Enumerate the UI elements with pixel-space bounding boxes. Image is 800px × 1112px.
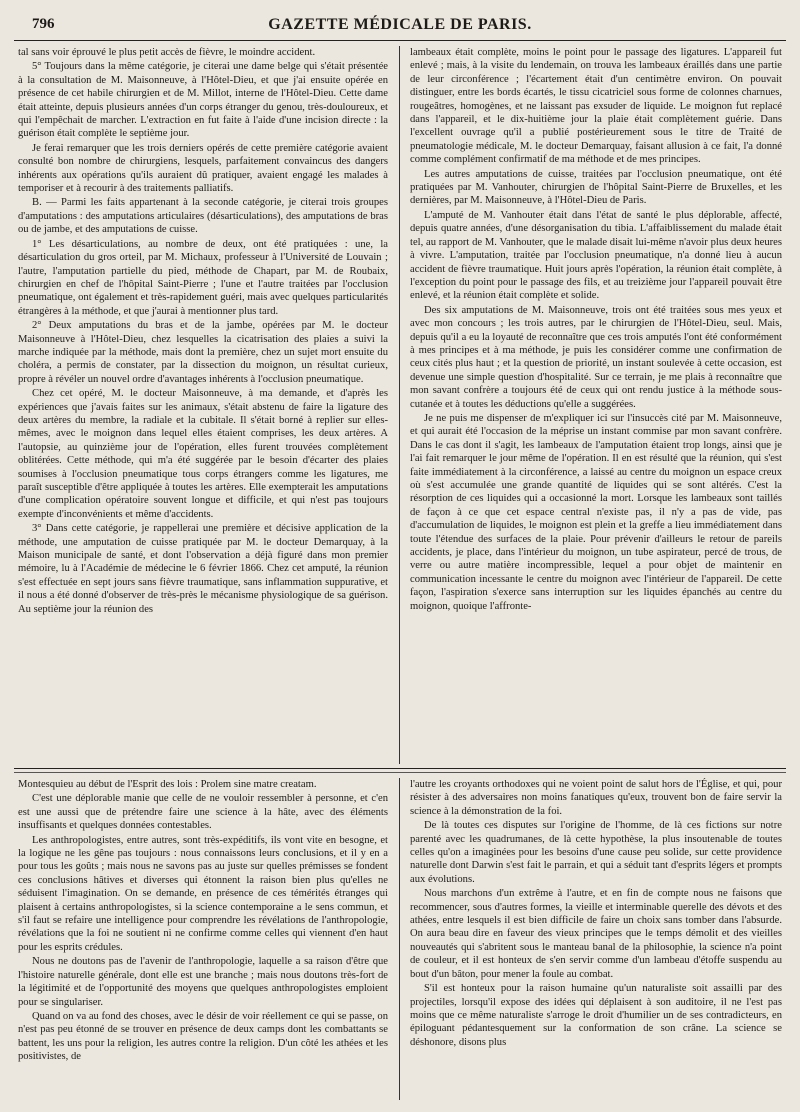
paragraph: Chez cet opéré, M. le docteur Maisonneuve, à ma demande, et d'après les expériences que j'avais faites sur les animaux, s'était abstenu de faire la ligature des deux artères du membre, la radiale et la cubitale. Il s'était borné à replier sur elles-mêmes, avec le moignon dans lequel elles étaient comprises, les deux artères. A l'autopsie, au quinzième jour de l'opération, elles furent trouvées complètement oblitérées. Cette méthode, qui m'a été suggérée par le besoin d'écarter des plaies soumises à l'occlusion pneumatique tous corps étrangers comme les ligatures, me paraît susceptible d'être appliquée à toutes les artères. Elle exempterait les amputations d'une complication opératoire souvent longue et difficile, et qui n'est pas toujours exempte d'inconvénients et même d'accidents. xyxy=(18,388,388,520)
paragraph: 2° Deux amputations du bras et de la jambe, opérées par M. le docteur Maisonneuve à l'Hôtel-Dieu, chez lesquelles la cicatrisation des plaies a suivi la marche indiquée par la méthode, mais dont la première, chez un sujet mort ensuite du choléra, a permis de constater, par la dissection du moignon, un résultat curieux, propre à révéler un nouvel ordre d'avantages inhérents à l'occlusion pneumatique. xyxy=(18,320,388,385)
upper-left-column xyxy=(18,46,388,764)
paragraph: Je ferai remarquer que les trois derniers opérés de cette première catégorie avaient consulté bon nombre de chirurgiens, lesquels, parfaitement convaincus des dangers inhérents aux opérations qu'ils auraient dû pratiquer, avaient engagé les malades à temporiser et à recourir à des traitements palliatifs. xyxy=(18,142,388,195)
paragraph: l'autre les croyants orthodoxes qui ne voient point de salut hors de l'Église, et qui, pour résister à des adversaires non moins fanatiques qu'eux, trouvent bon de faire servir la science à la démonstration de la foi. xyxy=(410,779,782,817)
paragraph: Les anthropologistes, entre autres, sont très-expéditifs, ils vont vite en besogne, et la logique ne les gêne pas toujours : nous connaissons leurs conclusions, et il y en a pour tous les goûts ; mais nous ne savons pas au juste sur quelles prémisses se fondent ces conclusions hâtives et diverses qui étonnent la raison bien plus qu'elles ne séduisent l'imagination. On se demande, en présence de ces témérités étranges qui plaisent à certains anthropologistes, si la science contemporaine a le sens commun, et s'il faut se refaire une intelligence pour comprendre les révélations de l'anthropologie, révélations que la foi ne soutient ni ne confirme comme celles qui viennent d'en haut pour les esprits crédules. xyxy=(18,834,388,953)
lower-right-column xyxy=(410,778,782,1100)
column-divider xyxy=(399,46,400,764)
paragraph: Je ne puis me dispenser de m'expliquer ici sur l'insuccès cité par M. Maisonneuve, et qui aurait été l'occasion de la méprise un instant commise par mon savant confrère. Dans le cas dont il s'agit, les lambeaux de l'amputation étaient trop longs, ainsi que je l'ai fait remarquer le jour même de l'opération. Il en est résulté que la réunion, qui s'est faite immédiatement à la circonférence, a laissé au centre du moignon un espace creux où s'est accumulée une grande quantité de liquides qui se sont altérés. C'est la résorption de ces liquides qui a occasionné la mort. Lorsque les lambeaux sont taillés de façon à ce que cet espace central n'existe pas, il n'y a pas de vide, pas d'accumulation de liquides, le moignon est plein et la greffe a lieu immédiatement dans toute l'étendue des surfaces de la plaie. Pour prévenir d'ailleurs le retour de pareils accidents, je place, dans l'intérieur du moignon, un tube aspirateur, percé de trous, de verre ou autre matière incompressible, lequel a pour objet de maintenir en communication incessante le centre du moignon avec l'intérieur de l'appareil. De cette façon, l'aspiration s'exerce sans interruption sur les liquides épanchés au centre du moignon, quoique l'affronte- xyxy=(410,412,782,612)
paragraph: 5° Toujours dans la même catégorie, je citerai une dame belge qui s'était présentée à la consultation de M. Maisonneuve, à l'Hôtel-Dieu, et que j'ai ensuite opérée en présence de cet habile chirurgien et de M. Millot, interne de l'Hôtel-Dieu. Cette dame était atteinte, depuis plusieurs années d'un corps étranger du genou, très-douloureux, et qui l'empêchait de marcher. L'extraction en fut faite à l'aide d'une incision directe : la guérison était complète le septième jour. xyxy=(18,61,388,140)
section-rule xyxy=(14,768,786,769)
paragraph: L'amputé de M. Vanhouter était dans l'état de santé le plus déplorable, affecté, depuis quatre années, d'une désorganisation du tibia. L'affaiblissement du malade était tel, au rapport de M. Vanhouter, que le malade disait lui-même n'avoir plus deux heures à vivre. L'amputation, traitée par l'occlusion pneumatique, n'a donné lieu à aucun accident de fièvre traumatique. Huit jours après l'opération, la réunion était complète, à l'exception du point pour le passage des fils, et au treizième jour l'appareil pouvait être enlevé, et la réunion était complète et solide. xyxy=(410,209,782,302)
journal-title: GAZETTE MÉDICALE DE PARIS. xyxy=(268,16,532,33)
paragraph: 1° Les désarticulations, au nombre de deux, ont été pratiquées : une, la désarticulation du gros orteil, par M. Michaux, professeur à l'Université de Louvain ; l'autre, l'amputation partielle du pied, méthode de Chapart, par M. de Roubaix, chirurgien en chef de l'hôpital Saint-Pierre ; l'une et l'autre traitées par l'occlusion pneumatique, ont également et très-rapidement guéri, mais avec quelques particularités étrangères à la méthode, et que j'aurai à mentionner plus tard. xyxy=(18,238,388,317)
section-rule-thin xyxy=(14,772,786,773)
paragraph: Nous ne doutons pas de l'avenir de l'anthropologie, laquelle a sa raison d'être que l'histoire naturelle générale, dont elle est une branche ; mais nous doutons très-fort de la légitimité et de l'opportunité des moyens que quelques anthropologistes emploient pour se singulariser. xyxy=(18,956,388,1008)
paragraph: Nous marchons d'un extrême à l'autre, et en fin de compte nous ne faisons que recommencer, sous d'autres formes, la vieille et interminable querelle des dévots et des athées, entre lesquels il est bien difficile de faire un choix sans tomber dans l'absurde. On aura beau dire en faveur des vieux principes que le temps démolit et des vieilles nouveautés qui s'abritent sous le manteau banal de la philosophie, la science n'a point de couleur, et il est honteux de s'en servir comme d'un lambeau d'étoffe suspendu au bout d'un bâton, pour mener la foule au combat. xyxy=(410,888,782,980)
paragraph: C'est une déplorable manie que celle de ne vouloir ressembler à personne, et c'en est une aussi que de prétendre faire une science à la hâte, avec des éléments insuffisants et quelques données contestables. xyxy=(18,793,388,832)
paragraph: Les autres amputations de cuisse, traitées par l'occlusion pneumatique, ont été pratiquées par M. Vanhouter, chirurgien de l'hôpital Saint-Pierre de Bruxelles, et les dernières, par M. Maisonneuve, à l'Hôtel-Dieu de Paris. xyxy=(410,168,782,207)
paragraph: Montesquieu au début de l'Esprit des lois : Prolem sine matre creatam. xyxy=(18,779,317,790)
page-header xyxy=(14,14,786,41)
paragraph: 3° Dans cette catégorie, je rappellerai une première et décisive application de la méthode, une amputation de cuisse pratiquée par M. le docteur Demarquay, à la Maison municipale de santé, et dont l'observation a déjà figuré dans mon premier mémoire, lu à l'Académie de médecine le 6 février 1866. Chez cet amputé, la réunion s'est effectuée en sept jours sans fièvre traumatique, sans inflammation suppurative, et il nous a été donné d'observer de très-près le mécanisme physiologique de sa guérison. Au septième jour la réunion des xyxy=(18,523,388,615)
paragraph: B. — Parmi les faits appartenant à la seconde catégorie, je citerai trois groupes d'amputations : des amputations articulaires (désarticulations), des amputations de bras ou de jambe, et des amputations de cuisse. xyxy=(18,197,388,236)
upper-right-column xyxy=(410,46,782,764)
paragraph: S'il est honteux pour la raison humaine qu'un naturaliste soit assailli par des projectiles, lorsqu'il expose des idées qui déplaisent à son auditoire, il ne l'est pas moins que ce même naturaliste s'arroge le droit d'humilier un de ses contradicteurs, en épiloguant pédantesquement sur la conformation de son crâne. La science se déshonore, disons plus xyxy=(410,983,782,1048)
page-number: 796 xyxy=(32,16,55,32)
paragraph: tal sans voir éprouvé le plus petit accès de fièvre, le moindre accident. xyxy=(18,47,316,58)
paragraph: Quand on va au fond des choses, avec le désir de voir réellement ce qui se passe, on n'est pas peu étonné de se trouver en présence de deux camps dont les combattants se battent, les uns pour la religion, les autres contre la religion. D'un côté les athées et les positivistes, de xyxy=(18,1010,388,1063)
column-divider xyxy=(399,778,400,1100)
paragraph: Des six amputations de M. Maisonneuve, trois ont été traitées sous mes yeux et avec mon concours ; les trois autres, par le chirurgien de l'Hôtel-Dieu, seul. Mais, depuis qu'il a eu la loyauté de reconnaître que ces trois amputés l'ont été conformément à mes principes et à ma méthode, je puis les considérer comme une confirmation de ceux cités plus haut ; et la question de priorité, un instant soulevée à cette occasion, est devenue une simple question d'hospitalité. Sur ce terrain, je me plais à reconnaître que mon savant confrère a toujours été de ceux qui ont rendu justice à la méthode sous-cutanée et à toutes les déductions qu'elle a suggérées. xyxy=(410,304,782,410)
paragraph: lambeaux était complète, moins le point pour le passage des ligatures. L'appareil fut enlevé ; mais, à la visite du lendemain, on trouva les lambeaux éraillés dans une partie de leur circonférence ; l'écartement était d'un centimètre environ. On pouvait distinguer, entre les bords écartés, le tissu cicatriciel sous forme de colonnes charnues, rougeâtres, homogènes, et ne laissant pas exsuder de liquide. Le moignon fut replacé dans l'appareil, et le dix-huitième jour la plaie était complètement guérie. Dans l'excellent ouvrage qu'il a publié postérieurement sous le titre de Traité de pneumatologie médicale, M. le docteur Demarquay, faisant allusion à ce fait, l'a donné comme complément confirmatif de ma méthode et de mes principes. xyxy=(410,47,782,166)
paragraph: De là toutes ces disputes sur l'origine de l'homme, de là ces fictions sur notre parenté avec les quadrumanes, de là cette hypothèse, la plus insoutenable de toutes celles qu'on a imaginées pour les besoins d'une cause peu solide, sur cette providence naturelle dont Darwin s'est fait le parrain, et qui a séduit tant d'esprits légers et prompts aux évolutions. xyxy=(410,820,782,885)
lower-left-column xyxy=(18,778,388,1100)
